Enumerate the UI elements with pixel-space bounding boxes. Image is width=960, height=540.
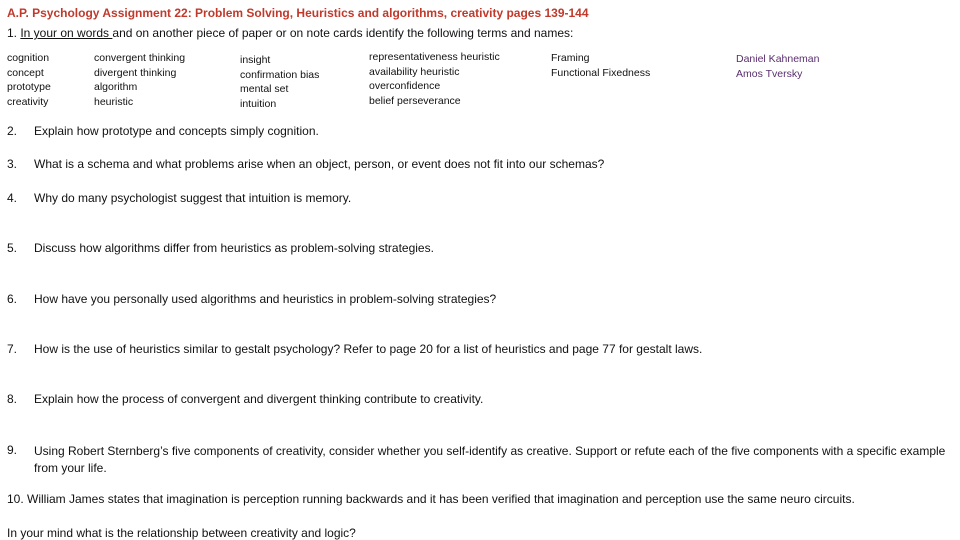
term-item: availability heuristic: [369, 65, 460, 78]
question-text: Using Robert Sternberg’s five components of creativity, consider whether you self-identify as creative. Support or refute each of the five components with a specific example from your life.: [34, 444, 946, 475]
term-item: prototype: [7, 81, 51, 93]
question-number: 6.: [7, 292, 18, 306]
instruction-underlined: In your on words: [20, 26, 113, 40]
term-item: belief perseverance: [369, 94, 461, 107]
names-column: [736, 52, 819, 81]
name-item: Daniel Kahneman: [736, 53, 820, 65]
terms-column-4: [369, 50, 500, 108]
question-number: 3.: [7, 157, 18, 171]
term-item: cognition: [7, 52, 50, 64]
instruction-number: 1.: [7, 26, 21, 40]
question-number: 9.: [7, 443, 18, 457]
question-text: Explain how prototype and concepts simply cognition.: [34, 124, 319, 138]
term-item: Functional Fixedness: [551, 66, 651, 79]
question-text: Explain how the process of convergent and divergent thinking contribute to creativity.: [34, 392, 484, 406]
question-text: How is the use of heuristics similar to gestalt psychology? Refer to page 20 for a list of heuristics and page 77 for gestalt laws.: [34, 342, 703, 356]
question-number: 7.: [7, 342, 18, 356]
term-item: intuition: [240, 97, 277, 110]
question-number: 5.: [7, 241, 18, 255]
question-text: What is a schema and what problems arise when an object, person, or event does not fit into our schemas?: [34, 157, 605, 171]
term-item: concept: [7, 66, 44, 79]
question-number: 4.: [7, 191, 18, 205]
term-item: algorithm: [94, 81, 138, 93]
term-item: creativity: [7, 95, 49, 108]
question-10: 10. William James states that imagination is perception running backwards and it has been verified that imagination and perception use the same neuro circuits.: [7, 492, 855, 506]
question-text: Why do many psychologist suggest that intuition is memory.: [34, 191, 352, 205]
terms-column-3: [240, 53, 319, 111]
term-item: overconfidence: [369, 80, 441, 92]
term-item: representativeness heuristic: [369, 51, 500, 63]
term-item: insight: [240, 54, 271, 66]
terms-column-2: [94, 51, 185, 109]
name-item: Amos Tversky: [736, 67, 803, 80]
term-item: divergent thinking: [94, 66, 177, 79]
terms-column-1: [7, 51, 51, 109]
question-number: 8.: [7, 392, 18, 406]
page-title: A.P. Psychology Assignment 22: Problem Solving, Heuristics and algorithms, creativity pages 139-144: [7, 6, 589, 20]
term-item: confirmation bias: [240, 68, 320, 81]
final-question: In your mind what is the relationship between creativity and logic?: [7, 526, 356, 540]
instruction-text: and on another piece of paper or on note cards identify the following terms and names:: [112, 26, 574, 40]
term-item: Framing: [551, 52, 590, 64]
question-number: 2.: [7, 124, 18, 138]
term-item: mental set: [240, 83, 289, 95]
terms-column-5: [551, 51, 650, 80]
question-text: How have you personally used algorithms and heuristics in problem-solving strategies?: [34, 292, 497, 306]
term-item: heuristic: [94, 95, 134, 108]
question-text: Discuss how algorithms differ from heuristics as problem-solving strategies.: [34, 241, 434, 255]
instruction-1: [7, 26, 573, 40]
term-item: convergent thinking: [94, 52, 186, 64]
